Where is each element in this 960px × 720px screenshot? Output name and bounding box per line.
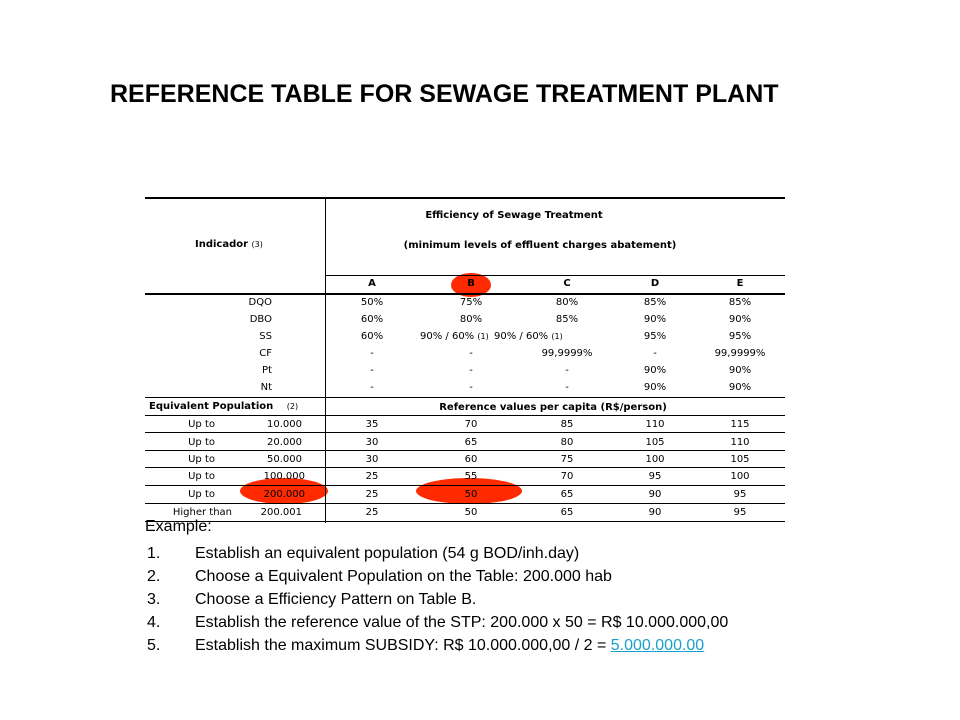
- cell-e: 105: [730, 454, 750, 465]
- step-text: Choose a Efficiency Pattern on Table B.: [195, 591, 477, 608]
- indicator-name: Pt: [262, 365, 272, 376]
- indicator-name: CF: [259, 348, 272, 359]
- cell-b: 80%: [459, 314, 483, 325]
- cell-a: 25: [365, 471, 379, 482]
- step-text: Choose a Equivalent Population on the Table: 200.000 hab: [195, 568, 612, 585]
- indicator-name: SS: [259, 331, 272, 342]
- step-number: 5.: [147, 637, 161, 654]
- cell-d: 110: [645, 419, 665, 430]
- cell-e: 95%: [728, 331, 752, 342]
- population-label: Up to: [188, 489, 215, 500]
- cell-c-value: 90% / 60%: [494, 331, 549, 342]
- population-header: [149, 400, 298, 414]
- row-border: [145, 432, 785, 433]
- cell-a: 60%: [360, 331, 384, 342]
- row-border: [145, 467, 785, 468]
- table-bottom-border: [145, 521, 785, 522]
- page-title: REFERENCE TABLE FOR SEWAGE TREATMENT PLANT: [110, 80, 779, 108]
- indicator-header: [195, 238, 263, 252]
- cell-e: 99,9999%: [714, 348, 766, 359]
- indicator-name: DBO: [249, 314, 272, 325]
- population-value: 200.001: [260, 507, 302, 518]
- column-header-e: E: [736, 278, 744, 289]
- cell-a: -: [370, 365, 374, 376]
- cell-b: -: [469, 365, 473, 376]
- row-border: [145, 503, 785, 504]
- cell-b: 75%: [459, 297, 483, 308]
- cell-c: 85%: [555, 314, 579, 325]
- cell-a: -: [370, 348, 374, 359]
- step-text-content: Establish the maximum SUBSIDY: R$ 10.000.000,00 / 2 =: [195, 637, 611, 654]
- cell-e: 110: [730, 437, 750, 448]
- cell-b: 65: [464, 437, 478, 448]
- column-header-top-border: [325, 275, 785, 276]
- cell-d: 90%: [643, 382, 667, 393]
- column-header-c: C: [563, 278, 571, 289]
- cell-d: -: [653, 348, 657, 359]
- cell-c: 70: [560, 471, 574, 482]
- column-header-a: A: [368, 278, 376, 289]
- cell-d: 95%: [643, 331, 667, 342]
- cell-c: -: [565, 365, 569, 376]
- population-value: 100.000: [263, 471, 305, 482]
- indicator-footnote: (3): [251, 240, 263, 249]
- ss-footnote: (1): [477, 332, 489, 341]
- cell-c: 80%: [555, 297, 579, 308]
- cell-a: 50%: [360, 297, 384, 308]
- indicator-name: Nt: [260, 382, 272, 393]
- cell-d: 95: [648, 471, 662, 482]
- cell-a: 25: [365, 507, 379, 518]
- cell-c: [494, 330, 563, 344]
- cell-b: 50: [464, 489, 478, 500]
- cell-e: 85%: [728, 297, 752, 308]
- cell-b: 60: [464, 454, 478, 465]
- indicator-name: DQO: [248, 297, 272, 308]
- pop-section-top-border: [145, 397, 785, 398]
- cell-b: -: [469, 382, 473, 393]
- subsidy-result-link[interactable]: 5.000.000.00: [610, 637, 705, 654]
- step-number: 2.: [147, 568, 161, 585]
- population-label: Up to: [188, 454, 215, 465]
- cell-b-value: 90% / 60%: [420, 331, 475, 342]
- cell-e: 95: [733, 489, 747, 500]
- step-number: 4.: [147, 614, 161, 631]
- cell-d: 85%: [643, 297, 667, 308]
- cell-b: 70: [464, 419, 478, 430]
- example-heading: Example:: [145, 518, 212, 535]
- row-border: [145, 485, 785, 486]
- population-label: Higher than: [172, 507, 232, 518]
- step-text: [195, 637, 704, 655]
- cell-c: 65: [560, 507, 574, 518]
- population-footnote: (2): [286, 402, 299, 411]
- cell-a: 35: [365, 419, 379, 430]
- cell-d: 100: [645, 454, 665, 465]
- cell-d: 90: [648, 507, 662, 518]
- row-border: [145, 450, 785, 451]
- cell-e: 115: [730, 419, 750, 430]
- cell-a: 60%: [360, 314, 384, 325]
- step-number: 3.: [147, 591, 161, 608]
- cell-a: -: [370, 382, 374, 393]
- cell-d: 90: [648, 489, 662, 500]
- efficiency-title: Efficiency of Sewage Treatment: [425, 210, 603, 221]
- table-top-border: [145, 197, 785, 199]
- cell-c: 75: [560, 454, 574, 465]
- step-number: 1.: [147, 545, 161, 562]
- cell-d: 90%: [643, 314, 667, 325]
- cell-c: 65: [560, 489, 574, 500]
- step-text: Establish an equivalent population (54 g BOD/inh.day): [195, 545, 580, 562]
- population-value: 50.000: [267, 454, 302, 465]
- population-label: Up to: [188, 471, 215, 482]
- cell-a: 30: [365, 454, 379, 465]
- population-label: Up to: [188, 437, 215, 448]
- cell-e: 95: [733, 507, 747, 518]
- cell-e: 90%: [728, 314, 752, 325]
- header-divider: [325, 197, 326, 523]
- population-value: 20.000: [267, 437, 302, 448]
- column-header-d: D: [650, 278, 660, 289]
- cell-d: 105: [645, 437, 665, 448]
- cell-c: -: [565, 382, 569, 393]
- efficiency-subtitle: (minimum levels of effluent charges abatement): [403, 240, 677, 251]
- cell-b: 50: [464, 507, 478, 518]
- cell-a: 25: [365, 489, 379, 500]
- cell-e: 100: [730, 471, 750, 482]
- cell-c: 99,9999%: [541, 348, 593, 359]
- pop-header-bottom-border: [145, 415, 785, 416]
- population-header-label: Equivalent Population: [149, 401, 274, 412]
- cell-b: 55: [464, 471, 478, 482]
- cell-d: 90%: [643, 365, 667, 376]
- cell-c: 85: [560, 419, 574, 430]
- reference-values-header: Reference values per capita (R$/person): [439, 402, 667, 413]
- cell-e: 90%: [728, 365, 752, 376]
- cell-a: 30: [365, 437, 379, 448]
- cell-b: [420, 330, 489, 344]
- population-label: Up to: [188, 419, 215, 430]
- ss-footnote: (1): [551, 332, 563, 341]
- cell-c: 80: [560, 437, 574, 448]
- indicator-header-label: Indicador: [195, 239, 249, 250]
- column-header-b: B: [467, 278, 475, 289]
- cell-b: -: [469, 348, 473, 359]
- population-value: 200.000: [263, 489, 305, 500]
- cell-e: 90%: [728, 382, 752, 393]
- step-text: Establish the reference value of the STP: 200.000 x 50 = R$ 10.000.000,00: [195, 614, 729, 631]
- population-value: 10.000: [267, 419, 302, 430]
- column-header-bottom-border: [145, 293, 785, 295]
